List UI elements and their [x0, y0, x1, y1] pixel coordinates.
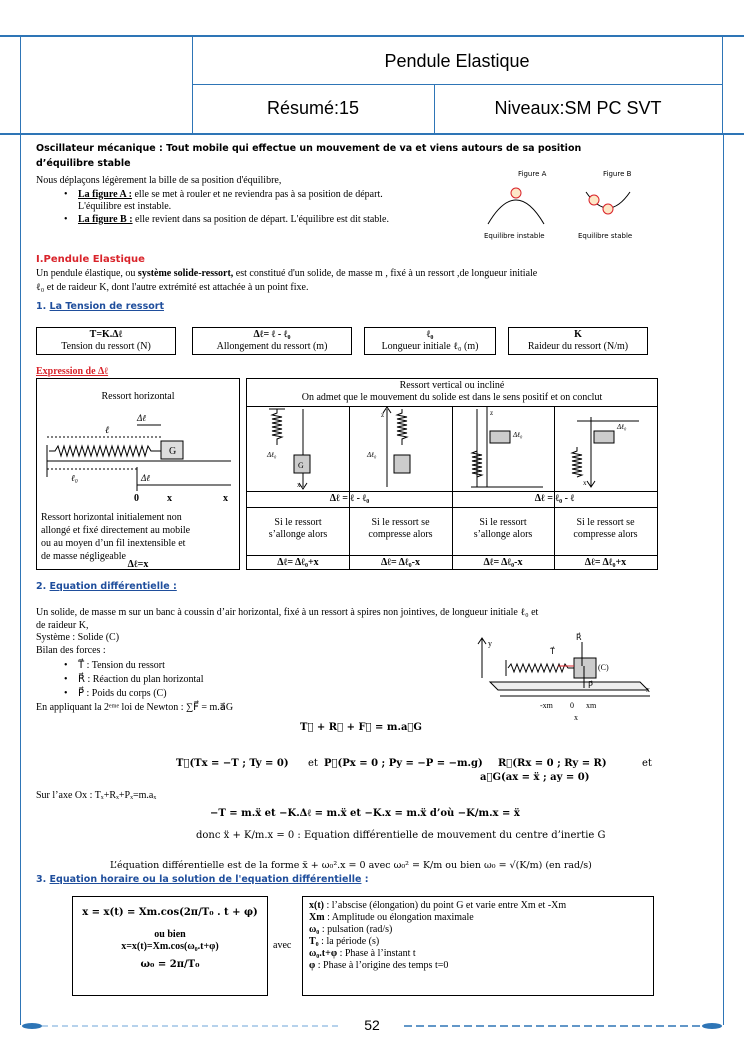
page-number: 52 [352, 1017, 392, 1033]
solution-box [72, 896, 268, 996]
xm-label: xm [586, 701, 597, 710]
case3-diagram [471, 407, 543, 487]
section1-line1 [36, 268, 537, 279]
definition [309, 948, 647, 960]
vert-formula-2: Δℓ = ℓ₀ - ℓ [534, 493, 575, 504]
g-label: G [298, 461, 304, 470]
vector-sum: T⃗ + R⃗ + F⃗ = m.a⃗G [300, 722, 422, 733]
footer-ornament-icon [22, 1023, 42, 1029]
x-axis-label: x [223, 493, 228, 504]
case-line: Si le ressort [274, 517, 322, 528]
figure-a-label: La figure A : [78, 189, 132, 200]
case-line: s’allonge alors [268, 529, 328, 540]
air-track-diagram [470, 630, 660, 730]
x-label: x [574, 713, 578, 722]
comp-P: P⃗(Px = 0 ; Py = −P = −m.g) [324, 758, 483, 769]
mass-block [574, 658, 596, 678]
omega-formula: ω₀ = 2π/T₀ [140, 959, 200, 970]
force-item: • P⃗ : Poids du corps (C) [78, 688, 167, 699]
subsection-title [36, 581, 177, 592]
definitions-box [302, 896, 654, 996]
diffeq-paragraph: de raideur K, [36, 620, 89, 631]
def-key: Xm [309, 912, 325, 923]
dl0-label: Δℓ₀ [617, 423, 627, 431]
case4-diagram [572, 417, 639, 487]
def-value: : pulsation (rad/s) [319, 924, 393, 935]
case-text [349, 517, 452, 541]
case-line: Si le ressort [479, 517, 527, 528]
systeme: Système : Solide (C) [36, 632, 120, 643]
resume-number: Résumé:15 [266, 98, 360, 118]
expression-title: Expression de Δℓ [36, 366, 109, 377]
box-bottom: Raideur du ressort (N/m) [527, 341, 629, 352]
figure-b-caption: Equilibre stable [578, 232, 633, 240]
eq-derivation: −T = m.ẍ et −K.Δℓ = m.ẍ et −K.x = m.ẍ d’où −K/m.x = ẍ [210, 808, 520, 819]
box-bottom: Allongement du ressort (m) [216, 341, 328, 352]
footer-ornament-icon [702, 1023, 722, 1029]
zero-label: 0 [570, 701, 574, 710]
origin-label: 0 [134, 493, 139, 504]
ball-b-eq [603, 204, 613, 214]
subsection-title [36, 874, 369, 885]
case2-diagram [366, 407, 410, 487]
eq-form: L’équation différentielle est de la forme ẍ + ω₀².x = 0 avec ω₀² = K/m ou bien ω₀ = √(K/m) (en rad/s) [110, 860, 592, 871]
text-run: système solide-ressort, [137, 268, 234, 279]
subsection-text: La Tension de ressort [49, 301, 164, 312]
definition [309, 912, 647, 924]
case-formula: Δℓ= Δℓ₀+x [277, 557, 319, 568]
figure-a-title: Figure A [518, 170, 547, 178]
niveaux: Niveaux:SM PC SVT [494, 98, 662, 118]
def-value: : Amplitude ou élongation maximale [324, 912, 474, 923]
case-line: s’allonge alors [473, 529, 533, 540]
header-table [0, 35, 744, 135]
divider [247, 507, 657, 508]
figure-b-title: Figure B [603, 170, 632, 178]
ball-a [511, 188, 521, 198]
bilan: Bilan des forces : [36, 645, 106, 656]
def-key: x(t) [309, 900, 324, 911]
ou-bien: ou bien [154, 929, 186, 940]
intro-heading: Oscillateur mécanique : Tout mobile qui effectue un mouvement de va et viens autours de sa position [36, 143, 582, 154]
axis-projection: Sur l’axe Ox : Tₓ+Rₓ+Pₓ=m.aₓ [36, 790, 157, 801]
definition [309, 924, 647, 936]
subsection-text: Equation horaire ou la solution de l'equation différentielle [49, 874, 362, 885]
box-top: K [574, 329, 582, 340]
intro-heading: d’équilibre stable [36, 158, 131, 169]
definition [309, 936, 647, 948]
eq-differential: donc ẍ + K/m.x = 0 : Equation différentielle de mouvement du centre d’inertie G [196, 830, 606, 841]
definition [309, 960, 647, 972]
formula-box [364, 327, 496, 355]
box-top: Δℓ= ℓ - ℓ₀ [253, 329, 291, 340]
divider [247, 491, 657, 492]
xm-neg-label: -xm [540, 701, 553, 710]
list-item [78, 214, 389, 225]
list-item [78, 189, 383, 200]
def-value: : Phase à l’instant t [337, 948, 416, 959]
case-text [452, 517, 554, 541]
horiz-formula: Δℓ=x [127, 559, 149, 570]
diffeq-paragraph: Un solide, de masse m sur un banc à coussin d’air horizontal, fixé à un ressort à spires non jointives, de longueur initiale ℓ₀ et [36, 607, 539, 618]
equilibrium-figure [478, 164, 658, 244]
force-item: • R⃗ : Réaction du plan horizontal [78, 674, 204, 685]
p-label: P⃗ [588, 681, 593, 690]
l0-label: ℓ₀ [71, 473, 78, 483]
avec: avec [273, 940, 292, 951]
case-text [554, 517, 657, 541]
et: et [642, 758, 652, 769]
x-label: x [297, 481, 301, 489]
formula-box [508, 327, 648, 355]
horizontal-spring-box [36, 378, 240, 570]
case-line: Si le ressort se [371, 517, 430, 528]
figure-b-label: La figure B : [78, 214, 133, 225]
def-key: φ [309, 960, 316, 971]
case-line: compresse alors [573, 529, 638, 540]
horiz-text-line: Ressort horizontal initialement non [41, 512, 182, 523]
def-value: : Phase à l’origine des temps t=0 [315, 960, 449, 971]
case-text [247, 517, 349, 541]
vertical-spring-box [246, 378, 658, 570]
x-label: x [583, 479, 587, 487]
formula-box [36, 327, 176, 355]
vert-formula-1: Δℓ = ℓ - ℓ₀ [329, 493, 370, 504]
page-title: Pendule Elastique [384, 51, 530, 71]
horiz-text-line: de masse négligeable [41, 551, 126, 562]
divider [247, 555, 657, 556]
formula-box [192, 327, 352, 355]
dl0-label: Δℓ₀ [367, 451, 377, 459]
case-formula: Δℓ= Δℓ₀+x [584, 557, 627, 568]
subsection-num: 2. [36, 581, 47, 592]
l-label: ℓ [105, 425, 110, 436]
header-divider [192, 84, 722, 85]
subsection-text: Equation différentielle : [49, 581, 177, 592]
subsection-colon: : [361, 874, 369, 885]
case-line: Si le ressort se [576, 517, 635, 528]
section-title: I.Pendule Elastique [36, 254, 145, 265]
mass-label: G [169, 446, 177, 457]
comp-a: a⃗G(ax = ẍ ; ay = 0) [480, 772, 590, 783]
figure-b-text: elle revient dans sa position de départ. L'équilibre est dit stable. [132, 214, 389, 225]
force-item: • T⃗ : Tension du ressort [78, 660, 165, 671]
ball-b [589, 195, 599, 205]
comp-R: R⃗(Rx = 0 ; Ry = R) [498, 758, 607, 769]
box-top: ℓ₀ [426, 329, 434, 340]
horiz-text [41, 511, 237, 563]
subsection-title [36, 301, 164, 312]
header-divider [20, 37, 21, 133]
dl0-label: Δℓ₀ [513, 431, 523, 439]
horiz-text-line: allongé et fixé directement au mobile [41, 525, 191, 536]
x-label: x [167, 493, 172, 504]
y-label: y [488, 639, 492, 648]
dl0-label: Δℓ₀ [267, 451, 277, 459]
z-label: z [381, 411, 385, 419]
solution-formula: x = x(t) = Xm.cos(2π/T₀ . t + φ) [82, 907, 258, 918]
z-label: z [490, 409, 494, 417]
air-track [490, 682, 648, 690]
x-axis-label: x [646, 685, 650, 694]
def-key: ω₀ [309, 924, 320, 935]
hill-curve [488, 200, 544, 224]
c-label: (C) [598, 663, 609, 672]
box-top: T=K.Δℓ [89, 329, 123, 340]
subsection-num: 3. [36, 874, 47, 885]
vert-subtitle: On admet que le mouvement du solide est dans le sens positif et on conclut [301, 392, 603, 403]
text-run: Un pendule élastique, ou [36, 268, 138, 279]
comp-T: T⃗(Tx = −T ; Ty = 0) [176, 758, 289, 769]
case-line: compresse alors [368, 529, 433, 540]
definition [309, 900, 647, 912]
def-value: : la période (s) [318, 936, 380, 947]
box-bottom: Longueur initiale ℓ₀ (m) [381, 341, 479, 352]
def-key: T₀ [309, 936, 319, 947]
solution-formula-2: x=x(t)=Xm.cos(ω₀.t+φ) [121, 941, 219, 952]
spring [49, 446, 163, 456]
horiz-text-line: ou au moyen d’un fil inextensible et [41, 538, 186, 549]
intro-paragraph: Nous déplaçons légèrement la bille de sa position d'équilibre, [36, 175, 282, 186]
vertical-spring-diagrams [247, 407, 657, 491]
text-run: est constitué d'un solide, de masse m , fixé à un ressort ,de longueur initiale [233, 268, 538, 279]
dl2-label: Δℓ [141, 473, 151, 483]
vert-title: Ressort vertical ou incliné [399, 380, 505, 391]
horiz-title: Ressort horizontal [101, 391, 175, 402]
figure-a-caption: Equilibre instable [484, 232, 545, 240]
figure-a-text2: L'équilibre est instable. [78, 201, 172, 212]
box-bottom: Tension du ressort (N) [61, 341, 151, 352]
section1-line2: ℓ₀ et de raideur K, dont l'autre extrémité est attachée à un point fixe. [36, 282, 309, 293]
spring [508, 664, 576, 672]
case-formula: Δℓ= Δℓ₀-x [483, 557, 523, 568]
case-formula: Δℓ= Δℓ₀-x [380, 557, 420, 568]
horizontal-spring-diagram [41, 411, 237, 505]
def-key: ω₀.t+φ [309, 948, 338, 959]
et: et [308, 758, 318, 769]
dl-label: Δℓ [137, 413, 147, 423]
r-label: R⃗ [576, 633, 582, 642]
def-value: : l’abscise (élongation) du point G et varie entre Xm et -Xm [324, 900, 567, 911]
t-label: T⃗ [550, 647, 555, 656]
header-divider [722, 37, 723, 133]
subsection-num: 1. [36, 301, 47, 312]
case1-diagram [266, 409, 310, 489]
figure-a-text: elle se met à rouler et ne reviendra pas à sa position de départ. [131, 189, 383, 200]
newton-law: En appliquant la 2ᵉᵐᵉ loi de Newton : ∑F⃗ = m.a⃗G [36, 702, 234, 713]
